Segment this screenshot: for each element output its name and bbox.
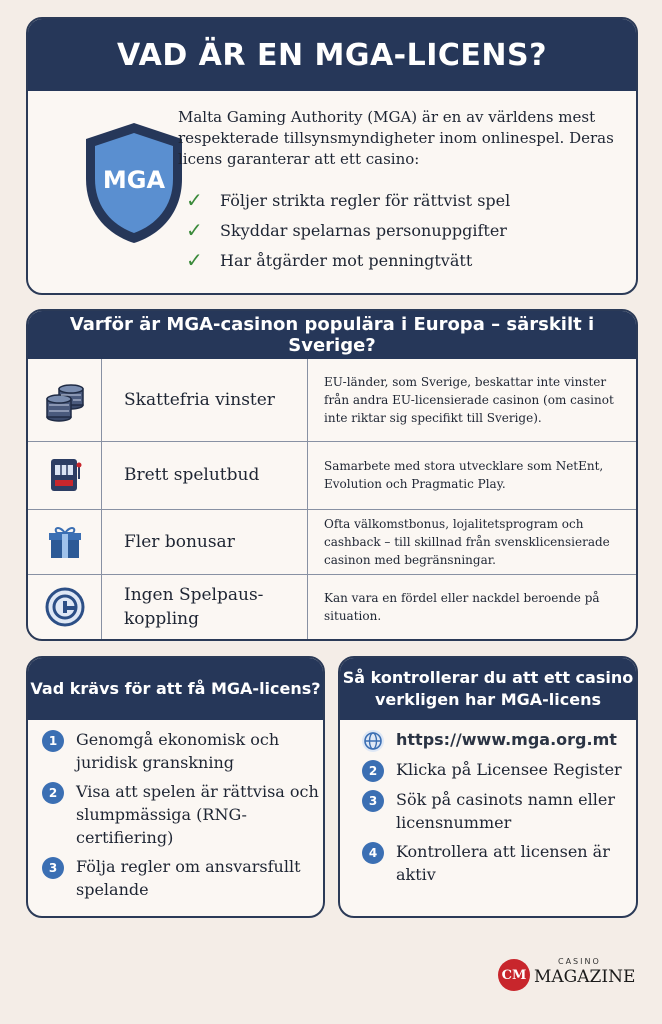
- table-row: [28, 359, 636, 441]
- table-row: [28, 509, 636, 574]
- list-item: [340, 728, 636, 752]
- globe-icon: [362, 730, 384, 752]
- table-row: [28, 441, 636, 509]
- checkmark-icon: ✓: [186, 248, 203, 272]
- step-text: Sök på casinots namn eller licensnummer: [396, 790, 615, 832]
- logo-big-text: MAGAZINE: [534, 967, 636, 987]
- step-text: Kontrollera att licensen är aktiv: [396, 842, 610, 884]
- slot-machine-icon: [45, 455, 85, 495]
- list-item: [340, 788, 636, 834]
- verify-list: [340, 728, 636, 892]
- logo-mark: CM: [498, 959, 530, 991]
- table-row: [28, 574, 636, 640]
- section-title: VAD ÄR EN MGA-LICENS?: [28, 19, 636, 91]
- logo-small-text: CASINO: [558, 957, 601, 966]
- step-number-badge: 3: [42, 857, 64, 879]
- list-item: ✓ Har åtgärder mot penningtvätt: [186, 248, 473, 272]
- benefit-title: Brett spelutbud: [102, 441, 308, 509]
- step-number-badge: 2: [362, 760, 384, 782]
- benefits-table: [28, 359, 636, 640]
- gift-icon: [45, 522, 85, 562]
- benefit-desc: Kan vara en fördel eller nackdel beroende på situation.: [308, 574, 637, 640]
- step-number-badge: 2: [42, 782, 64, 804]
- list-item: [340, 758, 636, 782]
- step-text: Genomgå ekonomisk och juridisk granskning: [76, 730, 280, 772]
- list-item: [28, 855, 323, 901]
- verify-license-section: [338, 656, 638, 918]
- section-title: Vad krävs för att få MGA-licens?: [28, 658, 323, 720]
- benefit-title: Fler bonusar: [102, 509, 308, 574]
- casino-magazine-logo: [498, 955, 636, 995]
- mga-shield-icon: [78, 119, 190, 247]
- list-item: ✓ Följer strikta regler för rättvist spel: [186, 188, 511, 212]
- step-text: Följa regler om ansvarsfullt spelande: [76, 857, 301, 899]
- step-text: Visa att spelen är rättvisa och slumpmässiga (RNG-certifiering): [76, 782, 319, 847]
- why-popular-section: [26, 309, 638, 641]
- list-item: ✓ Skyddar spelarnas personuppgifter: [186, 218, 507, 242]
- requirements-list: [28, 728, 323, 907]
- benefit-title: Ingen Spelpaus-koppling: [102, 574, 308, 640]
- step-number-badge: 1: [42, 730, 64, 752]
- intro-text: Malta Gaming Authority (MGA) är en av världens mest respekterade tillsynsmyndigheter inom onlinespel. Deras licens garanterar att ett casino:: [178, 108, 614, 168]
- benefit-title: Skattefria vinster: [102, 359, 308, 441]
- benefit-desc: Samarbete med stora utvecklare som NetEnt, Evolution och Pragmatic Play.: [308, 441, 637, 509]
- what-is-mga-section: [26, 17, 638, 295]
- mga-website-link[interactable]: https://www.mga.org.mt: [396, 730, 617, 749]
- step-number-badge: 4: [362, 842, 384, 864]
- step-text: Klicka på Licensee Register: [396, 760, 622, 779]
- section-title: Så kontrollerar du att ett casino verkligen har MGA-licens: [340, 658, 636, 720]
- list-item: [28, 728, 323, 774]
- requirements-section: [26, 656, 325, 918]
- list-item: [340, 840, 636, 886]
- checkmark-icon: ✓: [186, 218, 203, 242]
- step-number-badge: 3: [362, 790, 384, 812]
- section-title: Varför är MGA-casinon populära i Europa – särskilt i Sverige?: [28, 311, 636, 359]
- shield-label: MGA: [102, 166, 166, 194]
- list-item: [28, 780, 323, 849]
- benefit-desc: Ofta välkomstbonus, lojalitetsprogram och cashback – till skillnad från svensklicensierade casinon med begränsningar.: [308, 509, 637, 574]
- checkmark-icon: ✓: [186, 188, 203, 212]
- spelpaus-icon: [44, 586, 86, 628]
- benefit-desc: EU-länder, som Sverige, beskattar inte vinster från andra EU-licensierade casinon (om casinot inte riktar sig specifikt till Sverige).: [324, 374, 614, 425]
- coins-icon: [43, 377, 87, 423]
- check-list: [186, 185, 510, 275]
